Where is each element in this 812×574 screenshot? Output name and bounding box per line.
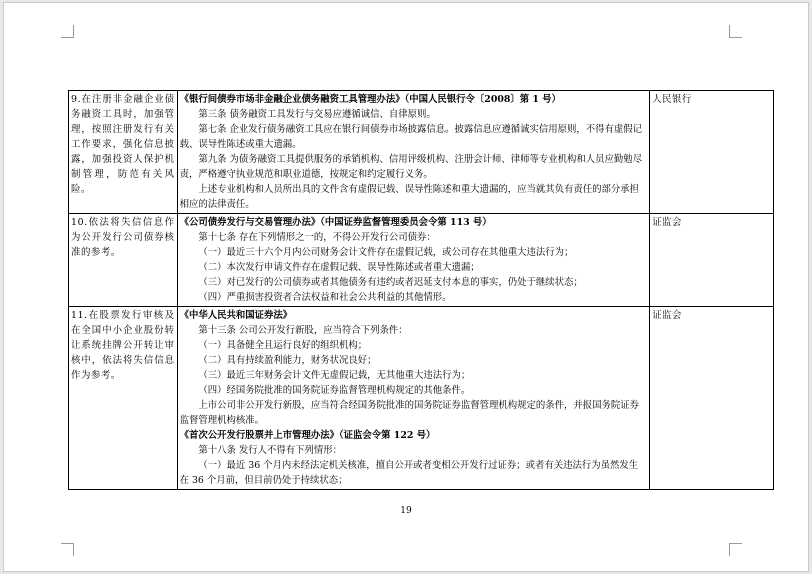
legal-basis-cell [177,214,650,307]
page-number: 19 [400,506,412,516]
law-article: 第七条 企业发行债务融资工具应在银行间债券市场披露信息。披露信息应遵循诚实信用原则，不得有虚假记载、误导性陈述或重大遗漏。 [179,124,643,150]
law-title: 《首次公开发行股票并上市管理办法》（证监会令第 122 号） [179,430,436,441]
crop-mark-bottom-right [729,543,742,556]
law-article: （二）本次发行申请文件存在虚假记载、误导性陈述或者重大遗漏； [198,262,480,273]
department-cell: 证监会 [650,214,774,307]
table-row [69,214,774,307]
law-article: 上市公司非公开发行新股，应当符合经国务院批准的国务院证券监督管理机构规定的条件，并报国务院证券监督管理机构核准。 [179,400,640,426]
law-article: 第三条 债务融资工具发行与交易应遵循诚信、自律原则。 [198,109,436,120]
law-article: 第十八条 发行人不得有下列情形： [198,445,343,456]
measures-table [68,90,774,490]
law-article: 第九条 为债务融资工具提供服务的承销机构、信用评级机构、注册会计师、律师等专业机构和人员应勤勉尽责，严格遵守执业规范和职业道德，按规定和约定履行义务。 [179,154,643,180]
law-title: 《中华人民共和国证券法》 [179,310,293,321]
law-article: 第十七条 存在下列情形之一的，不得公开发行公司债券： [198,232,436,243]
law-article: 第十三条 公司公开发行新股，应当符合下列条件： [198,325,408,336]
law-article: （四）严重损害投资者合法权益和社会公共利益的其他情形。 [198,292,452,303]
table-row [69,307,774,490]
measure-cell: 11.在股票发行审核及在全国中小企业股份转让系统挂牌公开转让审核中，依法将失信信息作为参考。 [69,307,178,490]
department-cell: 证监会 [650,307,774,490]
crop-mark-top-left [61,25,74,38]
crop-mark-bottom-left [61,543,74,556]
law-title: 《公司债券发行与交易管理办法》（中国证券监督管理委员会令第 113 号） [179,217,492,228]
legal-basis-cell [177,91,650,214]
document-page [3,2,809,572]
crop-mark-top-right [729,25,742,38]
law-article: （一）具备健全且运行良好的组织机构； [198,340,368,351]
law-article: （一）最近三十六个月内公司财务会计文件存在虚假记载，或公司存在其他重大违法行为； [198,247,574,258]
law-article: （四）经国务院批准的国务院证券监督管理机构规定的其他条件。 [198,385,471,396]
table-row [69,91,774,214]
department-cell: 人民银行 [650,91,774,214]
measure-cell: 10.依法将失信信息作为公开发行公司债券核准的参考。 [69,214,178,307]
law-article: （三）最近三年财务会计文件无虚假记载，无其他重大违法行为； [198,370,471,381]
measure-cell: 9.在注册非金融企业债务融资工具时，加强管理，按照注册发行有关工作要求，强化信息披露，加强投资人保护机制管理，防范有关风险。 [69,91,178,214]
law-article: （一）最近 36 个月内未经法定机关核准，擅自公开或者变相公开发行过证券；或者有关违法行为虽然发生在 36 个月前，但目前仍处于持续状态； [179,460,639,486]
law-article: （三）对已发行的公司债券或者其他债务有违约或者迟延支付本息的事实，仍处于继续状态； [198,277,583,288]
law-article: （二）具有持续盈利能力，财务状况良好； [198,355,377,366]
law-article: 上述专业机构和人员所出具的文件含有虚假记载、误导性陈述和重大遗漏的，应当就其负有责任的部分承担相应的法律责任。 [179,184,640,210]
legal-basis-cell [177,307,650,490]
law-title: 《银行间债券市场非金融企业债务融资工具管理办法》（中国人民银行令〔2008〕第 1 号） [179,94,561,105]
